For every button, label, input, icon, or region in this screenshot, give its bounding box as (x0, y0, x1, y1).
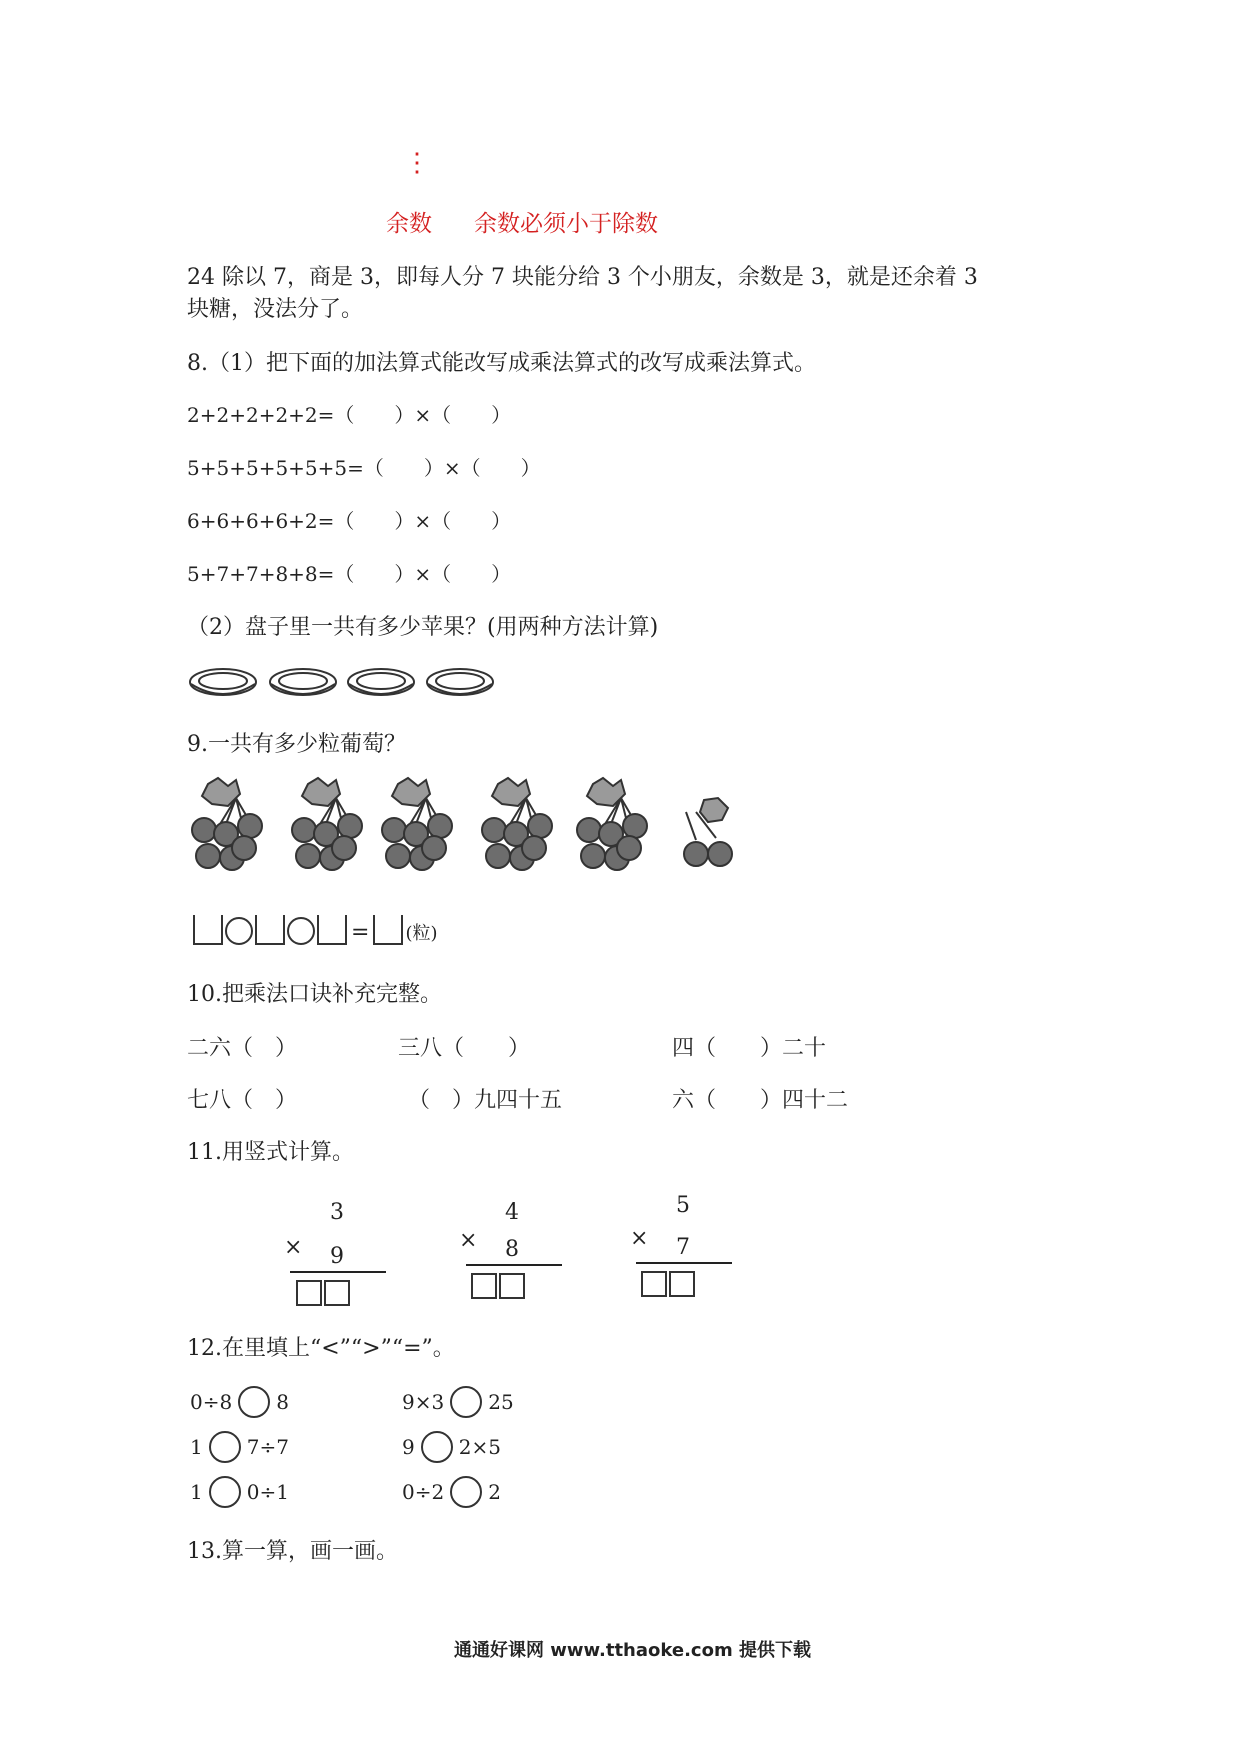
q9-equation (193, 913, 437, 945)
compare-right: 25 (488, 1390, 514, 1414)
multiply-sign: × (630, 1226, 649, 1251)
compare-right: 0÷1 (246, 1480, 289, 1504)
q8-title: 8.（1）把下面的加法算式能改写成乘法算式的改写成乘法算式。 (187, 351, 816, 376)
unit-label: (粒) (405, 923, 438, 944)
compare-left: 9 (402, 1435, 415, 1459)
q10-item: 三八（ ） (398, 1036, 531, 1061)
vertical-answer-boxes (296, 1280, 350, 1310)
vertical-rule (290, 1271, 386, 1273)
compare-circle[interactable] (209, 1431, 241, 1463)
answer-box[interactable] (193, 915, 223, 945)
grape-bunch-icon (292, 778, 362, 870)
grape-bunch-icon (577, 778, 647, 870)
q9-title: 9.一共有多少粒葡萄？ (187, 732, 406, 757)
compare-circle[interactable] (421, 1431, 453, 1463)
compare-right: 2 (488, 1480, 501, 1504)
q10-title: 10.把乘法口诀补充完整。 (187, 982, 442, 1007)
vertical-bottom-number: 7 (676, 1235, 690, 1260)
compare-circle[interactable] (209, 1476, 241, 1508)
compare-left: 1 (190, 1435, 203, 1459)
explanation-line-2: 块糖，没法分了。 (187, 297, 364, 322)
grape-bunch-icon (482, 778, 552, 870)
equals-sign: = (351, 920, 370, 945)
ellipsis-mark: ⋮ (404, 148, 430, 178)
compare-item (402, 1476, 501, 1508)
plates-image (188, 664, 508, 704)
compare-item (402, 1431, 501, 1463)
q8-row-2: 5+5+5+5+5+5=（ ）×（ ） (187, 456, 541, 480)
answer-box[interactable] (296, 1280, 322, 1306)
vertical-answer-boxes (471, 1273, 525, 1303)
q13-title: 13.算一算，画一画。 (187, 1539, 398, 1564)
compare-circle[interactable] (238, 1386, 270, 1418)
multiply-sign: × (459, 1228, 478, 1253)
footer-credit: 通通好课网 www.tthaoke.com 提供下载 (454, 1640, 811, 1661)
answer-box[interactable] (641, 1271, 667, 1297)
compare-left: 9×3 (402, 1390, 445, 1414)
plate-icon (270, 669, 336, 695)
answer-box[interactable] (373, 915, 403, 945)
compare-item (190, 1431, 289, 1463)
answer-box[interactable] (499, 1273, 525, 1299)
compare-circle[interactable] (450, 1386, 482, 1418)
grape-bunch-icon (192, 778, 262, 870)
explanation-line-1: 24 除以 7，商是 3，即每人分 7 块能分给 3 个小朋友，余数是 3，就是还余着 3 (187, 265, 978, 290)
remainder-label: 余数 (386, 211, 432, 237)
answer-box[interactable] (471, 1273, 497, 1299)
vertical-bottom-number: 8 (505, 1237, 519, 1262)
multiply-sign: × (284, 1235, 303, 1260)
q12-title: 12.在里填上“<”“>”“=”。 (187, 1336, 455, 1361)
q11-title: 11.用竖式计算。 (187, 1140, 354, 1165)
q10-item: 七八（ ） (187, 1088, 298, 1113)
compare-right: 2×5 (458, 1435, 501, 1459)
grape-bunch-icon (382, 778, 452, 870)
vertical-top-number: 4 (505, 1200, 519, 1225)
q10-item: （ ）九四十五 (408, 1088, 563, 1113)
vertical-bottom-number: 9 (330, 1244, 344, 1269)
answer-box[interactable] (324, 1280, 350, 1306)
compare-right: 7÷7 (246, 1435, 289, 1459)
grape-bunches-image (188, 776, 768, 886)
compare-item (402, 1386, 514, 1418)
compare-left: 0÷8 (190, 1390, 233, 1414)
compare-left: 0÷2 (402, 1480, 445, 1504)
vertical-top-number: 5 (676, 1193, 690, 1218)
compare-item (190, 1476, 289, 1508)
q8-row-4: 5+7+7+8+8=（ ）×（ ） (187, 562, 512, 586)
q10-item: 六（ ）四十二 (672, 1088, 849, 1113)
answer-box[interactable] (669, 1271, 695, 1297)
vertical-answer-boxes (641, 1271, 695, 1301)
operator-circle[interactable] (287, 917, 315, 945)
q10-item: 四（ ）二十 (672, 1036, 827, 1061)
vertical-rule (636, 1262, 732, 1264)
compare-left: 1 (190, 1480, 203, 1504)
vertical-rule (466, 1264, 562, 1266)
compare-circle[interactable] (450, 1476, 482, 1508)
operator-circle[interactable] (225, 917, 253, 945)
compare-item (190, 1386, 289, 1418)
answer-box[interactable] (255, 915, 285, 945)
remainder-rule: 余数必须小于除数 (474, 211, 658, 237)
plate-icon (190, 669, 256, 695)
plate-icon (348, 669, 414, 695)
q8-part2: （2）盘子里一共有多少苹果？(用两种方法计算) (187, 615, 659, 640)
plate-icon (427, 669, 493, 695)
q10-item: 二六（ ） (187, 1036, 298, 1061)
q8-row-3: 6+6+6+6+2=（ ）×（ ） (187, 509, 512, 533)
vertical-top-number: 3 (330, 1200, 344, 1225)
q8-row-1: 2+2+2+2+2=（ ）×（ ） (187, 403, 512, 427)
compare-right: 8 (276, 1390, 289, 1414)
answer-box[interactable] (317, 915, 347, 945)
grape-small-bunch-icon (684, 798, 732, 866)
